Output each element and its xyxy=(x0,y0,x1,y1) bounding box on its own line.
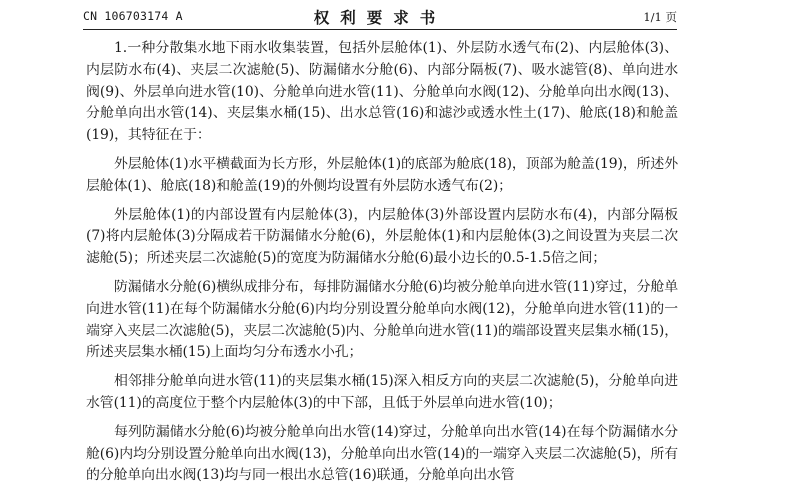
claim-paragraph: 每列防漏储水分舱(6)均被分舱单向出水管(14)穿过，分舱单向出水管(14)在每个防漏储水分舱(6)内均分别设置分舱单向出水阀(13)，分舱单向出水管(14)的一端穿入夹层二次滤舱(5)，所有的分舱单向出水阀(13)均与同一根出水总管(16)联通，分舱单向出水管 xyxy=(86,423,678,484)
header-divider xyxy=(83,29,677,30)
claim-paragraph: 外层舱体(1)的内部设置有内层舱体(3)，内层舱体(3)外部设置内层防水布(4)，内部分隔板(7)将内层舱体(3)分隔成若干防漏储水分舱(6)，外层舱体(1)和内层舱体(3)之间设置为夹层二次滤舱(5)；所述夹层二次滤舱(5)的宽度为防漏储水分舱(6)最小边长的0.5-1.5倍之间； xyxy=(86,206,678,267)
document-title: 权利要求书 xyxy=(313,9,447,27)
page-indicator: 1/1 页 xyxy=(643,10,677,24)
page-header xyxy=(83,6,677,28)
claim-paragraph: 相邻排分舱单向进水管(11)的夹层集水桶(15)深入相反方向的夹层二次滤舱(5)，分舱单向进水管(11)的高度位于整个内层舱体(3)的中下部，且低于外层单向进水管(10)； xyxy=(86,373,678,411)
claim-paragraph: 外层舱体(1)水平横截面为长方形，外层舱体(1)的底部为舱底(18)，顶部为舱盖(19)，所述外层舱体(1)、舱底(18)和舱盖(19)的外侧均设置有外层防水透气布(2)； xyxy=(86,155,678,194)
claim-paragraph: 1.一种分散集水地下雨水收集装置，包括外层舱体(1)、外层防水透气布(2)、内层舱体(3)、内层防水布(4)、夹层二次滤舱(5)、防漏储水分舱(6)、内部分隔板(7)、吸水滤管(8)、单向进水阀(9)、外层单向进水管(10)、分舱单向进水管(11)、分舱单向水阀(12)、分舱单向出水阀(13)、分舱单向出水管(14)、夹层集水桶(15)、出水总管(16)和滤沙或透水性土(17)、舱底(18)和舱盖(19)，其特征在于： xyxy=(86,40,678,144)
claims-body xyxy=(86,38,678,487)
claim-paragraph: 防漏储水分舱(6)横纵成排分布，每排防漏储水分舱(6)均被分舱单向进水管(11)穿过，分舱单向进水管(11)在每个防漏储水分舱(6)内均分别设置分舱单向水阀(12)，分舱单向进水管(11)的一端穿入夹层二次滤舱(5)，夹层二次滤舱(5)内、分舱单向进水管(11)的端部设置夹层集水桶(15)，所述夹层集水桶(15)上面均匀分布透水小孔； xyxy=(86,278,678,361)
publication-number: CN 106703174 A xyxy=(83,9,183,23)
